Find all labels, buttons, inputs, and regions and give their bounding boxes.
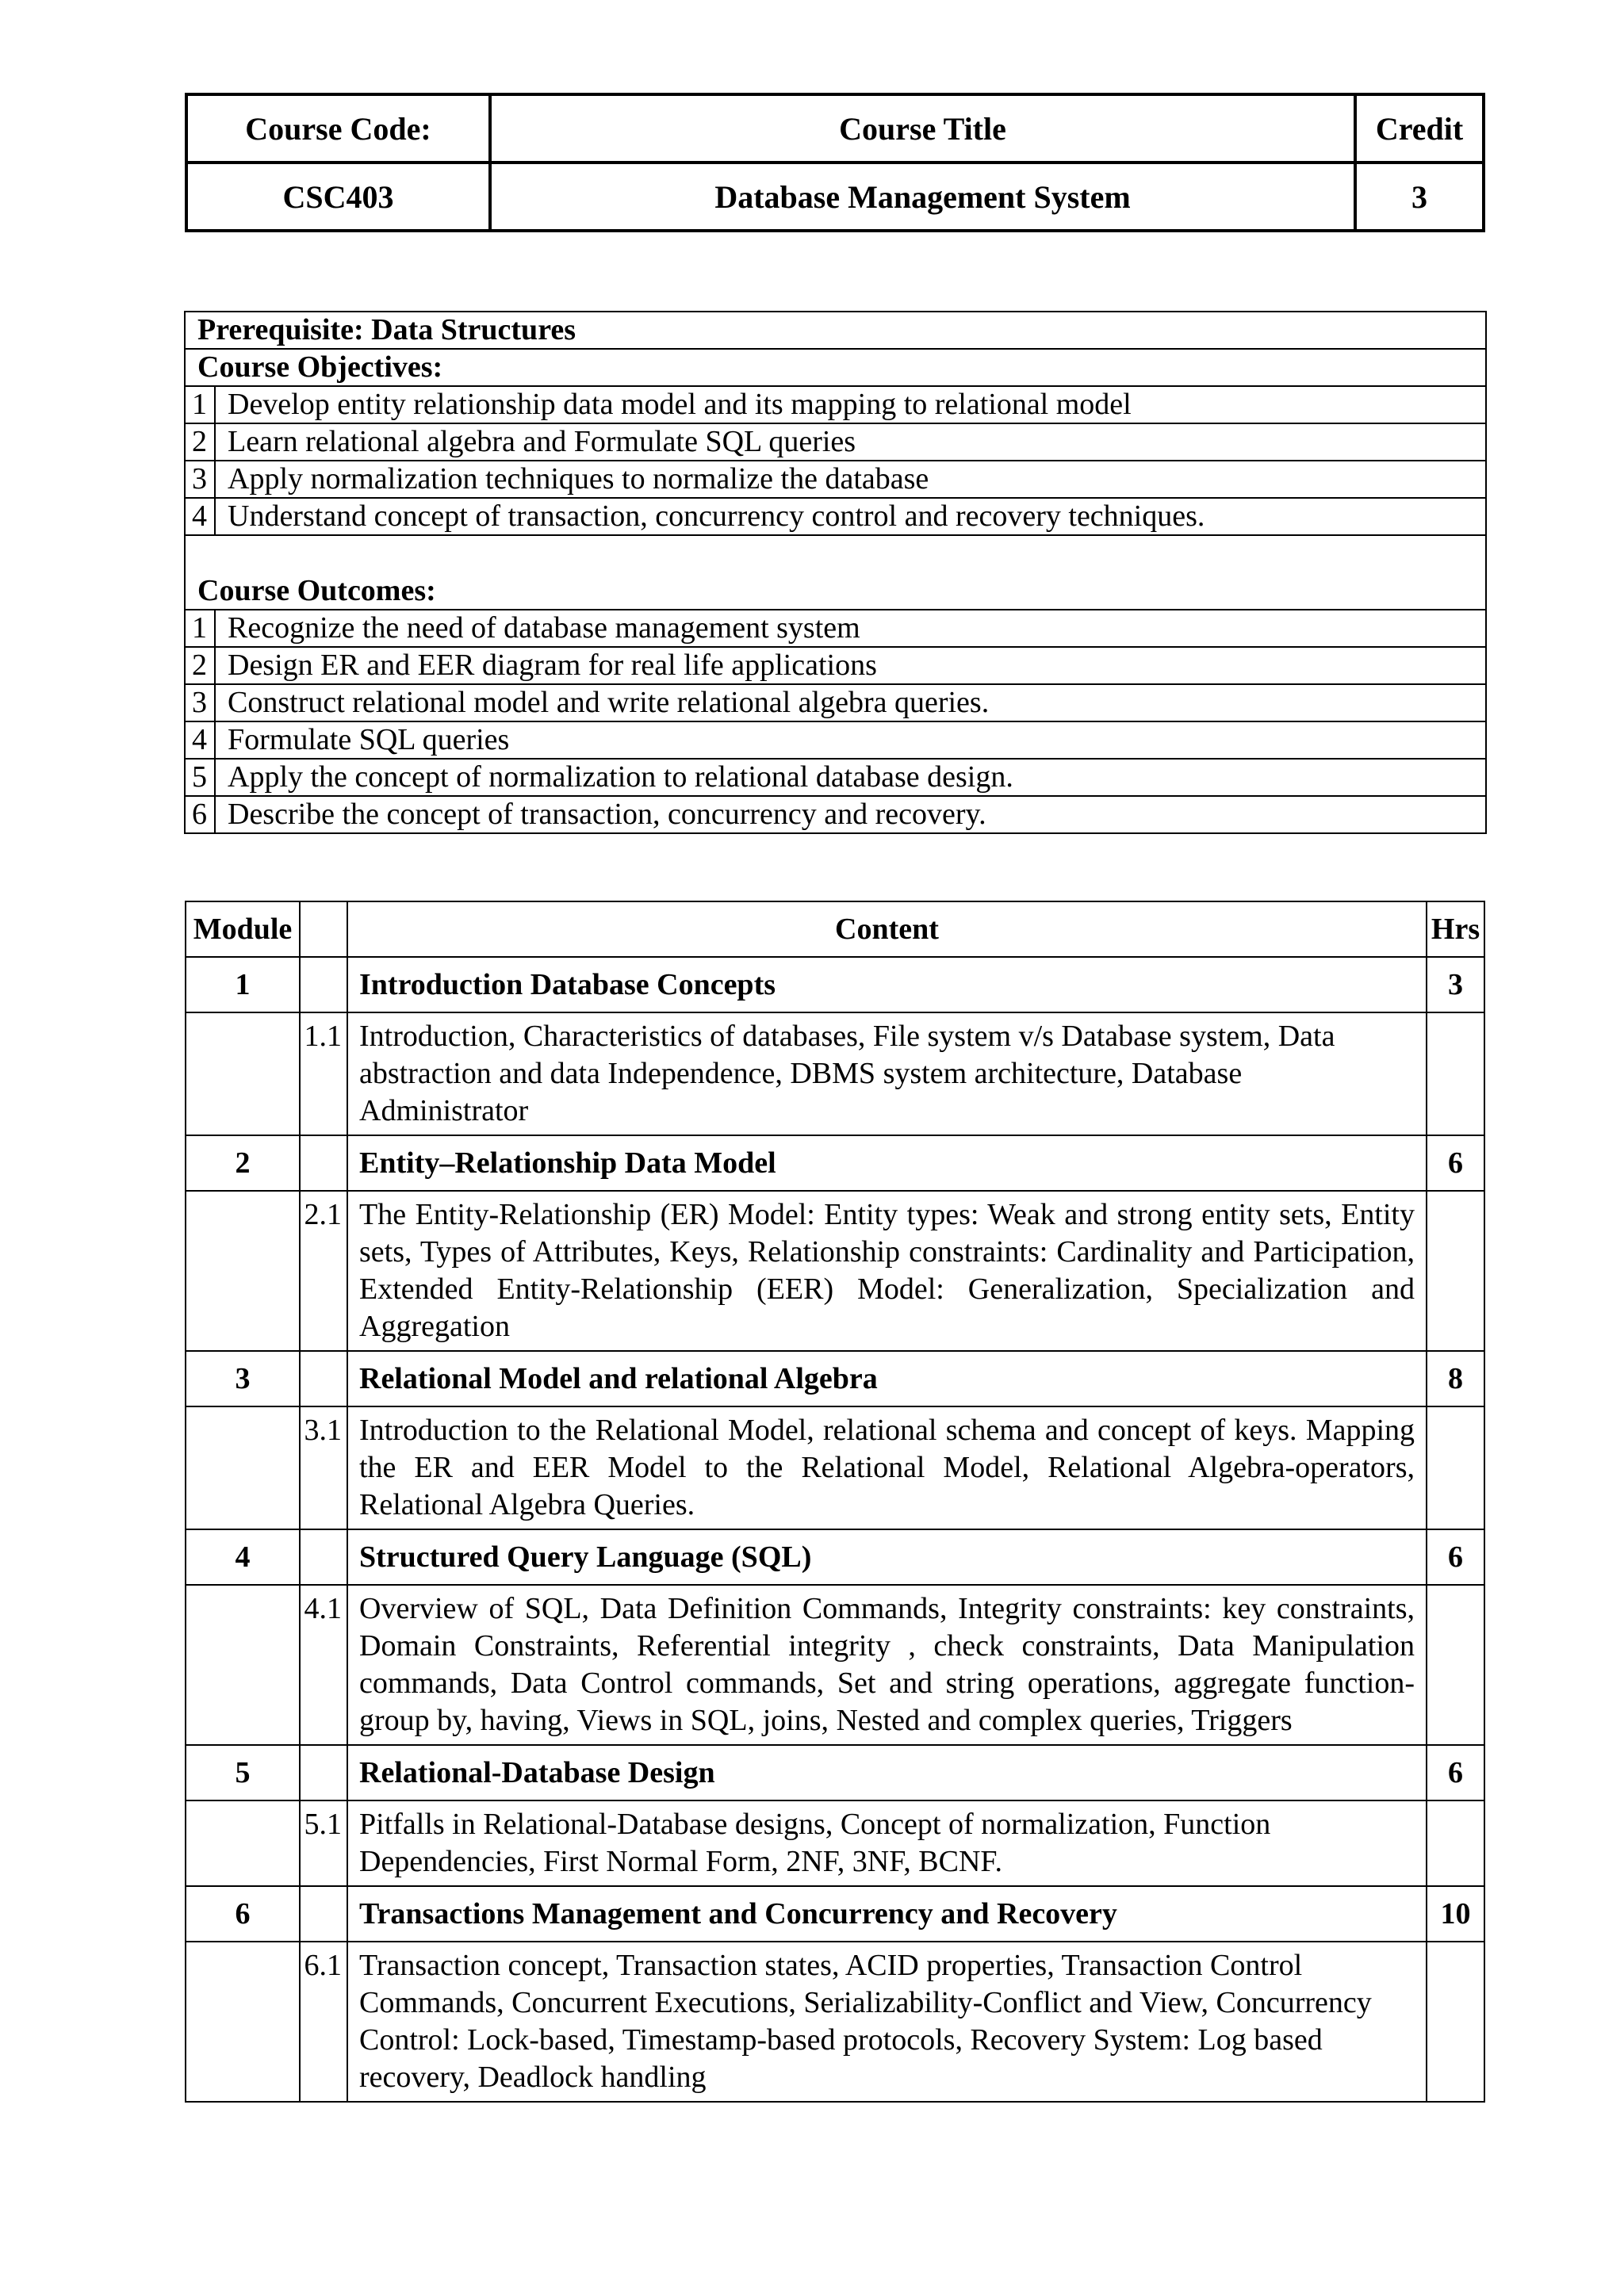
empty-cell	[300, 1135, 347, 1191]
empty-cell	[186, 1800, 300, 1886]
outcome-row	[185, 721, 1486, 759]
module-number: 4	[186, 1529, 300, 1585]
module-number: 6	[186, 1886, 300, 1942]
objective-row	[185, 423, 1486, 461]
module-number: 5	[186, 1745, 300, 1800]
outcome-row	[185, 796, 1486, 833]
module-title-row	[186, 957, 1484, 1012]
outcome-number: 4	[185, 721, 215, 759]
module-column-header: Module	[186, 901, 300, 957]
outcome-text: Apply the concept of normalization to relational database design.	[215, 759, 1486, 796]
objective-text: Understand concept of transaction, concurrency control and recovery techniques.	[215, 498, 1486, 535]
empty-cell	[186, 1191, 300, 1351]
submodule-number: 6.1	[300, 1942, 347, 2102]
module-title: Transactions Management and Concurrency and Recovery	[347, 1886, 1427, 1942]
submodule-number: 4.1	[300, 1585, 347, 1745]
module-number: 1	[186, 957, 300, 1012]
empty-cell	[1427, 1406, 1484, 1529]
module-title-row	[186, 1529, 1484, 1585]
objective-number: 2	[185, 423, 215, 461]
outcome-row	[185, 684, 1486, 721]
module-content-table	[185, 901, 1485, 2103]
module-table-header-row	[186, 901, 1484, 957]
outcome-text: Describe the concept of transaction, concurrency and recovery.	[215, 796, 1486, 833]
outcome-number: 1	[185, 610, 215, 647]
outcome-text: Recognize the need of database management system	[215, 610, 1486, 647]
course-title-label: Course Title	[490, 94, 1355, 163]
course-title-value: Database Management System	[490, 163, 1355, 231]
course-header-labels-row	[186, 94, 1484, 163]
objectives-heading: Course Objectives:	[185, 349, 1486, 386]
prerequisite: Prerequisite: Data Structures	[185, 312, 1486, 349]
outcome-number: 5	[185, 759, 215, 796]
empty-cell	[300, 957, 347, 1012]
empty-cell	[300, 1529, 347, 1585]
objective-row	[185, 498, 1486, 535]
credit-value: 3	[1355, 163, 1484, 231]
objective-number: 4	[185, 498, 215, 535]
module-content-row	[186, 1012, 1484, 1135]
module-content: Overview of SQL, Data Definition Commands, Integrity constraints: key constraints, Domain Constraints, Referential integrity , check constraints, Data Manipulation commands, Data Control commands, Set and string operations, aggregate function-group by, having, Views in SQL, joins, Nested and complex queries, Triggers	[347, 1585, 1427, 1745]
module-hours: 6	[1427, 1135, 1484, 1191]
module-title: Entity–Relationship Data Model	[347, 1135, 1427, 1191]
empty-cell	[1427, 1012, 1484, 1135]
empty-cell	[300, 1886, 347, 1942]
module-content: Pitfalls in Relational-Database designs, Concept of normalization, Function Dependencies, First Normal Form, 2NF, 3NF, BCNF.	[347, 1800, 1427, 1886]
module-title-row	[186, 1135, 1484, 1191]
module-title: Relational Model and relational Algebra	[347, 1351, 1427, 1406]
objective-row	[185, 461, 1486, 498]
outcome-row	[185, 759, 1486, 796]
module-title: Relational-Database Design	[347, 1745, 1427, 1800]
module-content: Transaction concept, Transaction states, ACID properties, Transaction Control Commands, Concurrent Executions, Serializability-Conflict and View, Concurrency Control: Lock-based, Timestamp-based protocols, Recovery System: Log based recovery, Deadlock handling	[347, 1942, 1427, 2102]
module-content-row	[186, 1942, 1484, 2102]
content-column-header: Content	[347, 901, 1427, 957]
empty-cell	[300, 1745, 347, 1800]
module-title-row	[186, 1886, 1484, 1942]
course-code-value: CSC403	[186, 163, 490, 231]
objective-number: 1	[185, 386, 215, 423]
empty-cell	[1427, 1942, 1484, 2102]
empty-cell	[186, 1012, 300, 1135]
empty-cell	[186, 1406, 300, 1529]
module-title-row	[186, 1351, 1484, 1406]
outcome-text: Formulate SQL queries	[215, 721, 1486, 759]
outcomes-heading-row	[185, 535, 1486, 610]
submodule-number: 3.1	[300, 1406, 347, 1529]
objective-text: Learn relational algebra and Formulate SQL queries	[215, 423, 1486, 461]
outcome-row	[185, 647, 1486, 684]
outcome-number: 3	[185, 684, 215, 721]
empty-cell	[186, 1585, 300, 1745]
outcomes-heading: Course Outcomes:	[185, 535, 1486, 610]
module-content-row	[186, 1191, 1484, 1351]
objective-row	[185, 386, 1486, 423]
outcome-text: Design ER and EER diagram for real life applications	[215, 647, 1486, 684]
module-number: 3	[186, 1351, 300, 1406]
module-content: Introduction, Characteristics of databases, File system v/s Database system, Data abstraction and data Independence, DBMS system architecture, Database Administrator	[347, 1012, 1427, 1135]
outcome-text: Construct relational model and write relational algebra queries.	[215, 684, 1486, 721]
course-header-values-row	[186, 163, 1484, 231]
empty-cell	[186, 1942, 300, 2102]
outcome-number: 2	[185, 647, 215, 684]
module-hours: 6	[1427, 1745, 1484, 1800]
empty-cell	[1427, 1800, 1484, 1886]
module-content-row	[186, 1800, 1484, 1886]
empty-cell	[300, 1351, 347, 1406]
objective-text: Develop entity relationship data model and its mapping to relational model	[215, 386, 1486, 423]
course-header-table	[185, 93, 1485, 232]
hrs-column-header: Hrs	[1427, 901, 1484, 957]
module-content-row	[186, 1585, 1484, 1745]
module-content: The Entity-Relationship (ER) Model: Entity types: Weak and strong entity sets, Entity sets, Types of Attributes, Keys, Relationship constraints: Cardinality and Participation, Extended Entity-Relationship (EER) Model: Generalization, Specialization and Aggregation	[347, 1191, 1427, 1351]
objective-number: 3	[185, 461, 215, 498]
submodule-number: 5.1	[300, 1800, 347, 1886]
objectives-outcomes-table	[184, 311, 1487, 834]
module-content-row	[186, 1406, 1484, 1529]
objective-text: Apply normalization techniques to normalize the database	[215, 461, 1486, 498]
outcome-row	[185, 610, 1486, 647]
objectives-heading-row	[185, 349, 1486, 386]
module-hours: 10	[1427, 1886, 1484, 1942]
credit-label: Credit	[1355, 94, 1484, 163]
module-title: Structured Query Language (SQL)	[347, 1529, 1427, 1585]
module-number: 2	[186, 1135, 300, 1191]
submodule-column-header	[300, 901, 347, 957]
module-hours: 6	[1427, 1529, 1484, 1585]
module-title: Introduction Database Concepts	[347, 957, 1427, 1012]
empty-cell	[1427, 1191, 1484, 1351]
course-code-label: Course Code:	[186, 94, 490, 163]
module-hours: 3	[1427, 957, 1484, 1012]
prerequisite-row	[185, 312, 1486, 349]
submodule-number: 2.1	[300, 1191, 347, 1351]
outcome-number: 6	[185, 796, 215, 833]
empty-cell	[1427, 1585, 1484, 1745]
module-title-row	[186, 1745, 1484, 1800]
module-hours: 8	[1427, 1351, 1484, 1406]
module-content: Introduction to the Relational Model, relational schema and concept of keys. Mapping the ER and EER Model to the Relational Model, Relational Algebra-operators, Relational Algebra Queries.	[347, 1406, 1427, 1529]
submodule-number: 1.1	[300, 1012, 347, 1135]
